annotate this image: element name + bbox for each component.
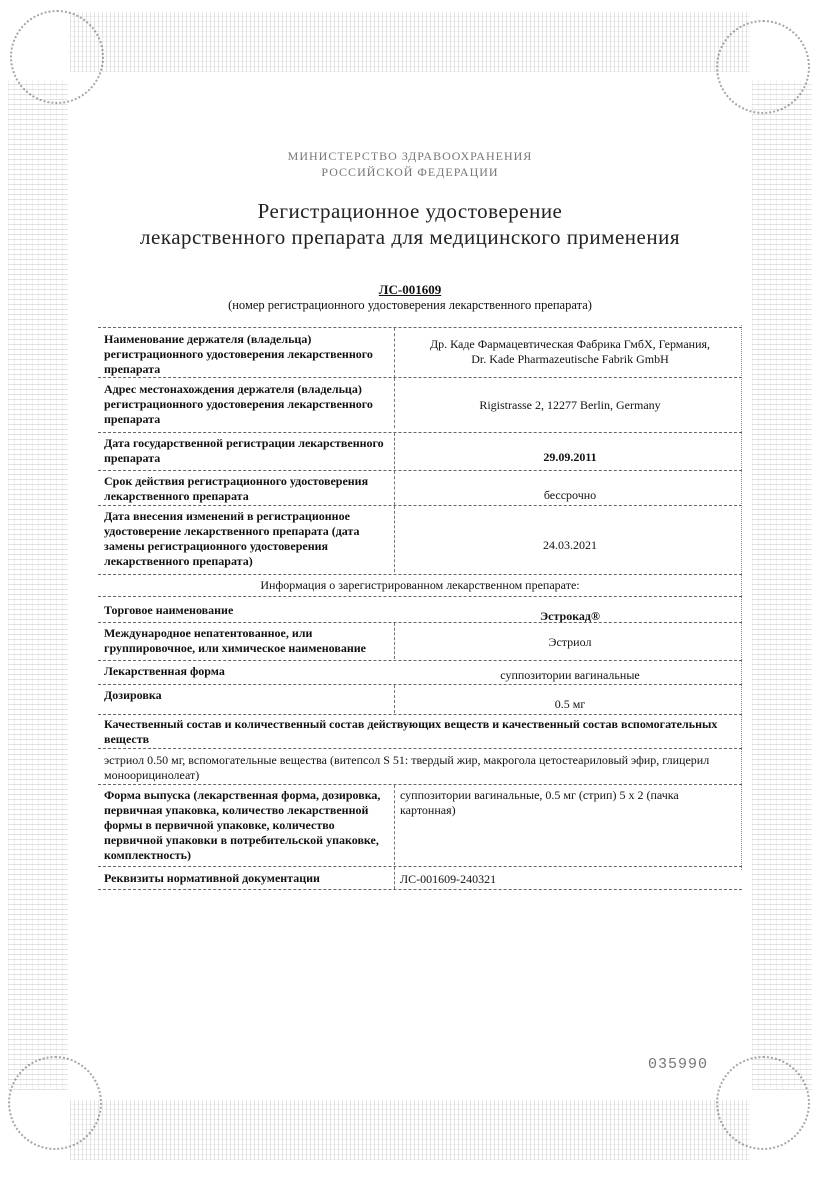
row-label: Адрес местонахождения держателя (владельца) регистрационного удостоверения лекарственного препарата [104,382,373,426]
table-row-changes-date [98,505,742,572]
row-value: Эстриол [548,635,592,649]
row-value: Rigistrasse 2, 12277 Berlin, Germany [479,398,661,412]
holder-name-en: Dr. Kade Pharmazeutische Fabrik GmbH [471,352,669,366]
column-divider [394,506,395,572]
ministry-line-2: РОССИЙСКОЙ ФЕДЕРАЦИИ [321,165,499,179]
table-row-composition-value [98,748,742,783]
guilloche-border-top [70,12,750,72]
row-label: Дата внесения изменений в регистрационное удостоверение лекарственного препарата (дата замены регистрационного удостоверения лекарственного препарата) [104,509,360,568]
row-label: Наименование держателя (владельца) регистрационного удостоверения лекарственного препарата [104,332,373,376]
table-row-validity [98,470,742,505]
row-label: Срок действия регистрационного удостоверения лекарственного препарата [104,474,369,503]
composition-value: эстриол 0.50 мг, вспомогательные вещества (витепсол S 51: твердый жир, макрогола цетостеариловый эфир, глицерил моноорицинолеат) [104,753,710,782]
table-row-trade-name [98,596,742,621]
row-label: Лекарственная форма [104,664,225,678]
table-row-holder-address [98,377,742,428]
info-heading: Информация о зарегистрированном лекарственном препарате: [260,578,580,592]
form-serial-number: 035990 [648,1056,709,1073]
row-value [398,337,742,367]
guilloche-border-bottom [70,1100,750,1160]
row-label: Дата государственной регистрации лекарственного препарата [104,436,384,465]
rosette-ornament [716,1056,810,1150]
row-value: бессрочно [543,488,597,502]
info-heading-row [98,574,742,595]
ministry-line-1: МИНИСТЕРСТВО ЗДРАВООХРАНЕНИЯ [287,149,533,163]
row-value: 29.09.2011 [543,450,597,464]
column-divider [394,471,395,505]
row-value: суппозитории вагинальные, 0.5 мг (стрип) 5 x 2 (пачка картонная) [400,788,679,817]
table-row-registration-date [98,432,742,469]
composition-label: Качественный состав и количественный состав действующих веществ и качественный состав вспомогательных веществ [104,717,718,746]
row-value: 24.03.2021 [543,538,597,552]
row-label: Торговое наименование [104,603,234,617]
rosette-ornament [8,1056,102,1150]
column-divider [394,623,395,659]
rosette-ornament [10,10,104,104]
table-row-inn [98,622,742,659]
row-value: 0.5 мг [554,697,586,711]
table-row-dosage [98,684,742,713]
row-label: Международное непатентованное, или группировочное, или химическое наименование [104,626,366,655]
holder-name-ru: Др. Каде Фармацевтическая Фабрика ГмбХ, Германия, [429,337,711,351]
table-row-release-form [98,784,742,865]
column-divider [394,785,395,865]
registration-number-caption: (номер регистрационного удостоверения лекарственного препарата) [228,298,592,312]
column-divider [394,378,395,428]
row-value: суппозитории вагинальные [500,668,640,682]
title-line-2: лекарственного препарата для медицинского применения [140,225,680,249]
column-divider [394,433,395,469]
row-value: ЛС-001609-240321 [400,872,497,886]
title-line-1: Регистрационное удостоверение [257,199,563,223]
column-divider [394,685,395,713]
registration-number: ЛС-001609 [378,282,442,297]
row-label: Дозировка [104,688,162,702]
table-row-dosage-form [98,660,742,683]
column-divider [394,867,395,889]
column-divider [394,328,395,378]
table-row-normative-docs [98,866,742,890]
table-row-composition-label [98,714,742,747]
row-label: Форма выпуска (лекарственная форма, дозировка, первичная упаковка, количество лекарственной формы в первичной упаковке, количество первичной упаковки в потребительской упаковке, комплектность) [104,788,381,862]
document-title [0,198,820,250]
row-value: Эстрокад® [540,609,600,623]
rosette-ornament [716,20,810,114]
table-row-holder-name [98,327,742,378]
row-label: Реквизиты нормативной документации [104,871,320,885]
ministry-header [0,148,820,180]
